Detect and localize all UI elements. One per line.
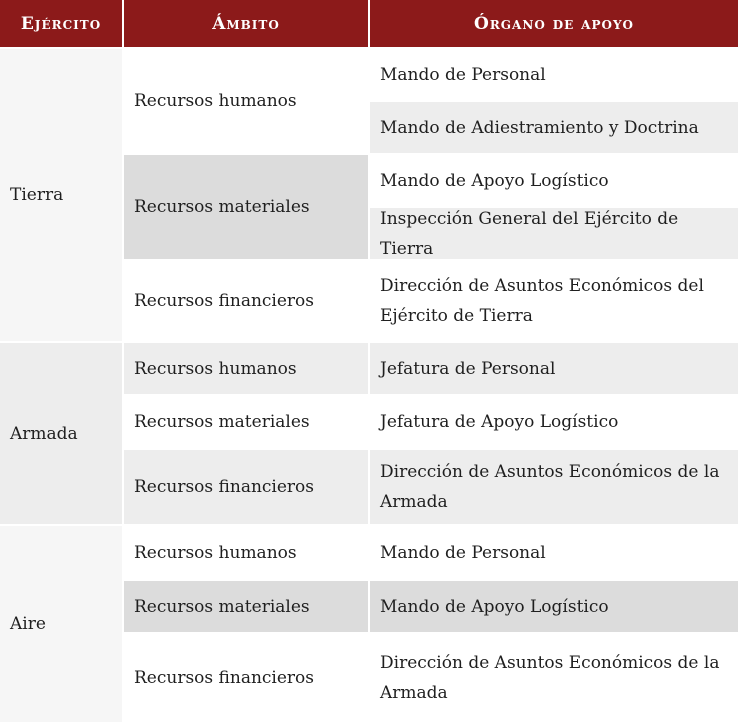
ejercito-cell: Aire <box>0 526 122 722</box>
ambito-cell: Recursos humanos <box>124 343 368 394</box>
organo-cell: Dirección de Asuntos Económicos de la Armada <box>370 634 738 722</box>
ejercito-cell: Armada <box>0 343 122 524</box>
organo-cell: Mando de Adiestramiento y Doctrina <box>370 102 738 153</box>
header-organo: Órgano de apoyo <box>370 0 738 47</box>
organo-cell: Dirección de Asuntos Económicos de la Armada <box>370 450 738 524</box>
organo-cell: Mando de Personal <box>370 49 738 100</box>
ambito-cell: Recursos materiales <box>124 581 368 632</box>
ambito-cell: Recursos materiales <box>124 155 368 259</box>
organo-cell: Dirección de Asuntos Económicos del Ejército de Tierra <box>370 261 738 341</box>
organo-cell: Mando de Personal <box>370 526 738 579</box>
header-ejercito: Ejército <box>0 0 122 47</box>
organo-cell: Mando de Apoyo Logístico <box>370 155 738 206</box>
organo-cell: Jefatura de Personal <box>370 343 738 394</box>
ejercito-cell: Tierra <box>0 49 122 341</box>
ambito-cell: Recursos materiales <box>124 396 368 448</box>
organo-cell: Jefatura de Apoyo Logístico <box>370 396 738 448</box>
ambito-cell: Recursos financieros <box>124 261 368 341</box>
ambito-cell: Recursos humanos <box>124 526 368 579</box>
organo-cell: Inspección General del Ejército de Tierra <box>370 208 738 259</box>
organo-cell: Mando de Apoyo Logístico <box>370 581 738 632</box>
header-ambito: Ámbito <box>124 0 368 47</box>
ambito-cell: Recursos financieros <box>124 450 368 524</box>
ambito-cell: Recursos humanos <box>124 49 368 153</box>
ambito-cell: Recursos financieros <box>124 634 368 722</box>
